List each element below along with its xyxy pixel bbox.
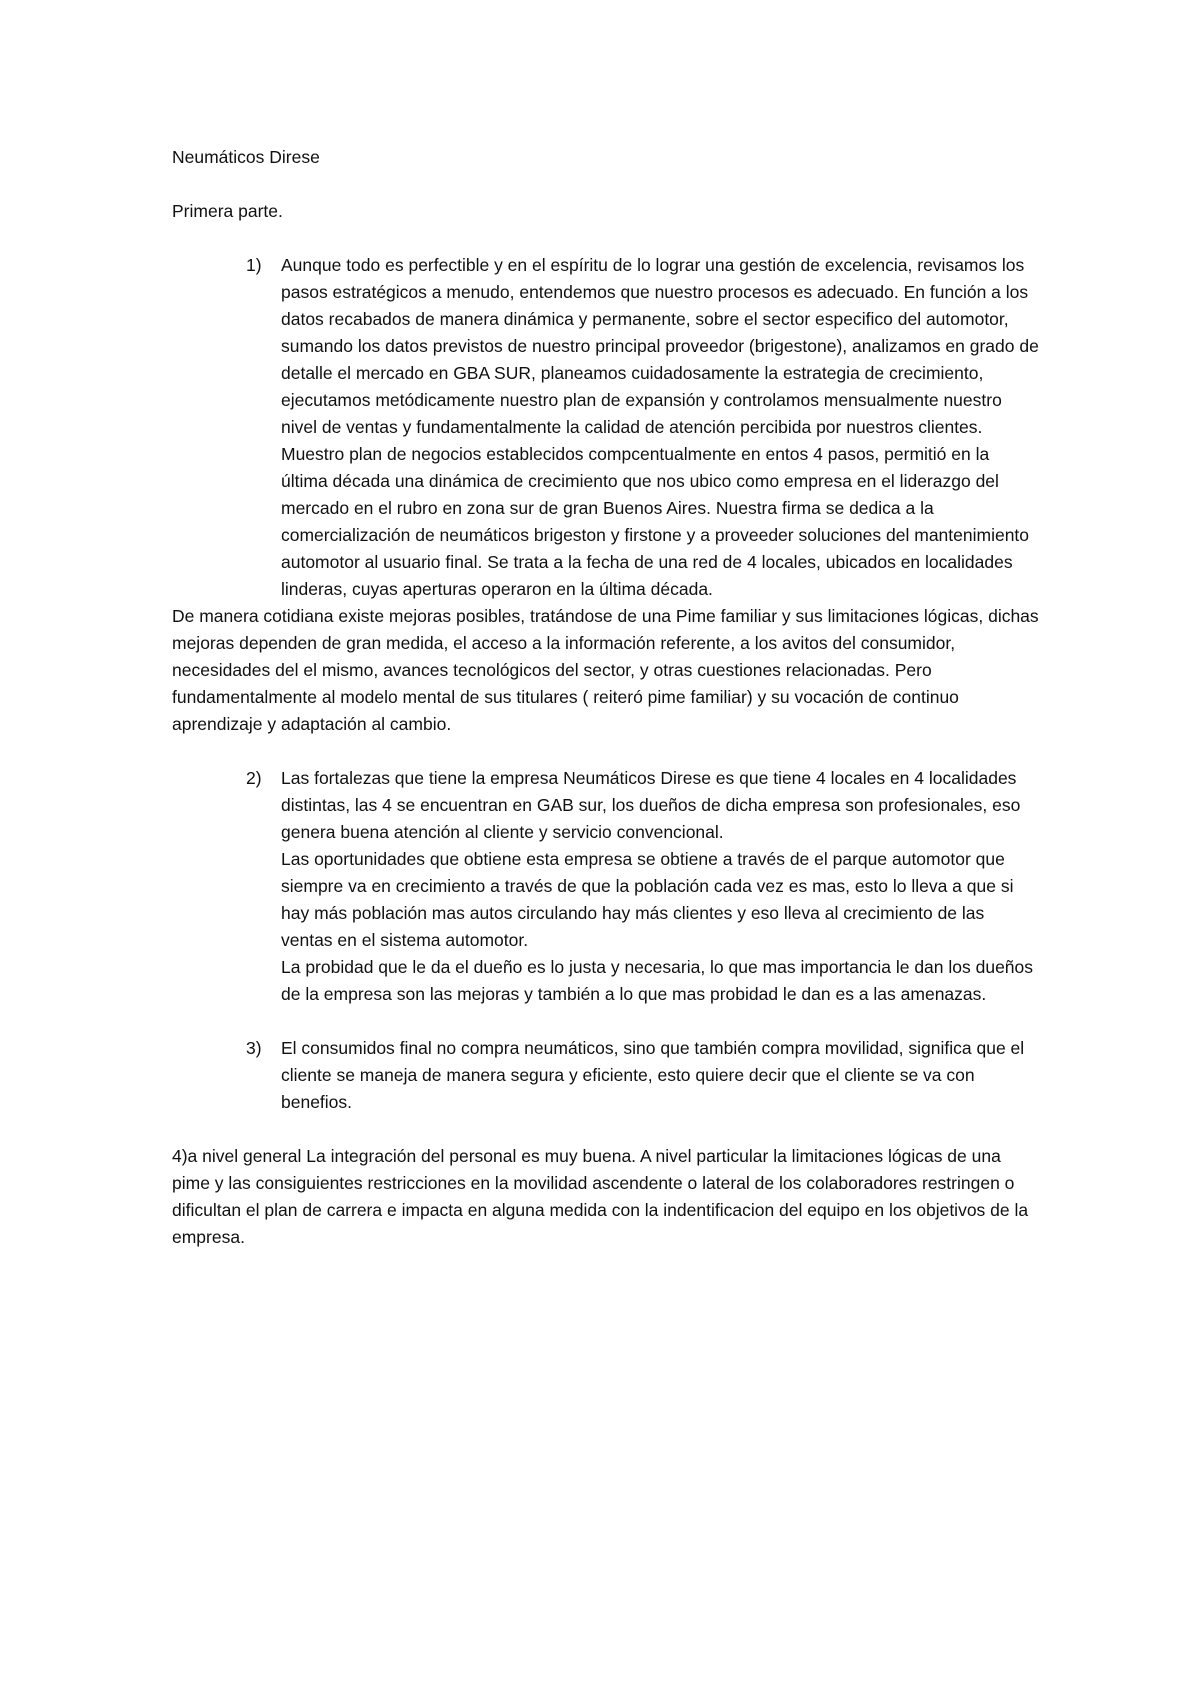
list-item-1-text: Aunque todo es perfectible y en el espíritu de lo lograr una gestión de excelencia, revisamos los pasos estratégicos a menudo, entendemos que nuestro procesos es adecuado. En función a los datos recabados de manera dinámica y permanente, sobre el sector especifico del automotor, sumando los datos previstos de nuestro principal proveedor (brigestone), analizamos en grado de detalle el mercado en GBA SUR, planeamos cuidadosamente la estrategia de crecimiento, ejecutamos metódicamente nuestro plan de expansión y controlamos mensualmente nuestro nivel de ventas y fundamentalmente la calidad de atención percibida por nuestros clientes. Muestro plan de negocios establecidos compcentualmente en entos 4 pasos, permitió en la última década una dinámica de crecimiento que nos ubico como empresa en el liderazgo del mercado en el rubro en zona sur de gran Buenos Aires. Nuestra firma se dedica a la comercialización de neumáticos brigeston y firstone y a proveeder soluciones del mantenimiento automotor al usuario final. Se trata a la fecha de una red de 4 locales, ubicados en localidades linderas, cuyas aperturas operaron en la última década. (281, 255, 1039, 599)
list-marker-3: 3) (246, 1038, 262, 1058)
numbered-list-2 (172, 765, 1040, 1008)
numbered-list-1 (172, 252, 1040, 603)
list-item-2-text-1: Las fortalezas que tiene la empresa Neumáticos Direse es que tiene 4 locales en 4 localidades distintas, las 4 se encuentran en GAB sur, los dueños de dicha empresa son profesionales, eso genera buena atención al cliente y servicio convencional. (281, 768, 1021, 842)
paragraph-4: 4)a nivel general La integración del personal es muy buena. A nivel particular la limitaciones lógicas de una pime y las consiguientes restricciones en la movilidad ascendente o lateral de los colaboradores restringen o dificultan el plan de carrera e impacta en alguna medida con la indentificacion del equipo en los objetivos de la empresa. (172, 1146, 1029, 1247)
list-marker-1: 1) (246, 255, 262, 275)
list-item-2-text-3: La probidad que le da el dueño es lo justa y necesaria, lo que mas importancia le dan los dueños de la empresa son las mejoras y también a lo que mas probidad le dan es a las amenazas. (281, 957, 1034, 1004)
list-item-1 (172, 252, 1040, 603)
list-marker-2: 2) (246, 768, 262, 788)
list-item-3 (172, 1035, 1040, 1116)
document-title: Neumáticos Direse (172, 147, 320, 167)
list-item-3-text: El consumidos final no compra neumáticos, sino que también compra movilidad, significa que el cliente se maneja de manera segura y eficiente, esto quiere decir que el cliente se va con benefios. (281, 1038, 1025, 1112)
section-title: Primera parte. (172, 201, 283, 221)
list-item-2-text-2: Las oportunidades que obtiene esta empresa se obtiene a través de el parque automotor que siempre va en crecimiento a través de que la población cada vez es mas, esto lo lleva a que si hay más población mas autos circulando hay más clientes y eso lleva al crecimiento de las ventas en el sistema automotor. (281, 849, 1014, 950)
paragraph-1: De manera cotidiana existe mejoras posibles, tratándose de una Pime familiar y sus limitaciones lógicas, dichas mejoras dependen de gran medida, el acceso a la información referente, a los avitos del consumidor, necesidades del el mismo, avances tecnológicos del sector, y otras cuestiones relacionadas. Pero fundamentalmente al modelo mental de sus titulares ( reiteró pime familiar) y su vocación de continuo aprendizaje y adaptación al cambio. (172, 606, 1039, 734)
numbered-list-3 (172, 1035, 1040, 1116)
list-item-2 (172, 765, 1040, 1008)
